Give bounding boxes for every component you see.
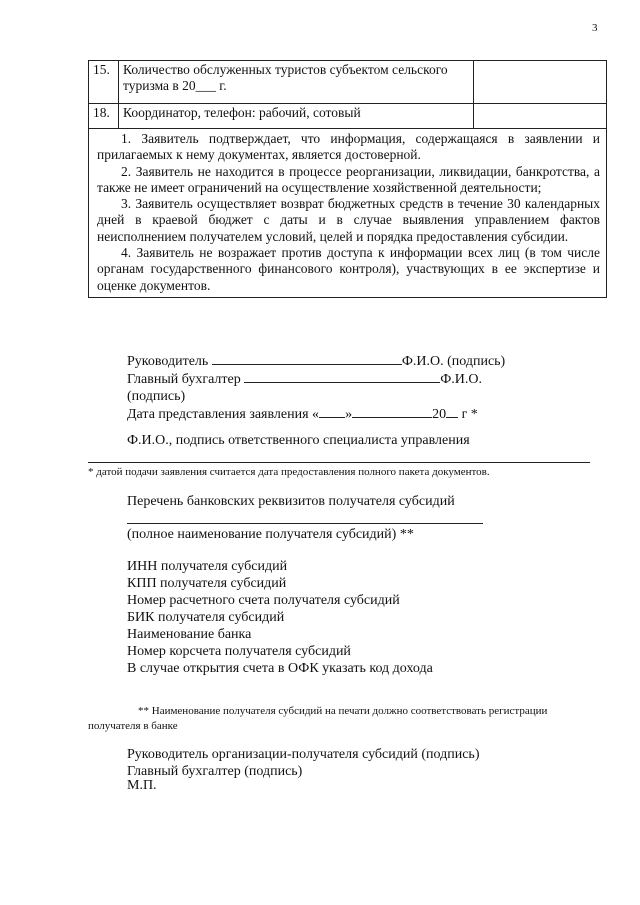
final-head-signature: Руководитель организации-получателя субсидий (подпись) (127, 747, 480, 762)
list-item: БИК получателя субсидий (127, 610, 285, 625)
head-label: Руководитель (127, 354, 209, 369)
date-month-blank[interactable] (352, 405, 432, 418)
declarations-cell (89, 129, 607, 298)
declaration-4: 4. Заявитель не возражает против доступа к информации всех лиц (в том числе органам государственного финансового контроля), участвующих в ее экспертизе и оценке документов. (97, 245, 600, 293)
accountant-suffix: Ф.И.О. (440, 372, 483, 387)
list-item: В случае открытия счета в ОФК указать код дохода (127, 661, 433, 676)
declarations-row (89, 129, 607, 298)
date-suffix: г * (458, 407, 478, 422)
row-label: Количество обслуженных туристов субъектом сельского туризма в 20___ г. (119, 61, 474, 104)
date-mid: » (345, 407, 353, 422)
final-accountant-signature: Главный бухгалтер (подпись) (127, 764, 303, 779)
list-item: ИНН получателя субсидий (127, 559, 288, 574)
list-item: Наименование банка (127, 627, 252, 642)
submission-date-line (127, 405, 505, 423)
declaration-2: 2. Заявитель не находится в процессе реорганизации, ликвидации, банкротства, а также не имеет ограничений на осуществление хозяйственной деятельности; (97, 163, 600, 195)
head-blank[interactable] (212, 352, 402, 365)
specialist-signature: Ф.И.О., подпись ответственного специалиста управления (127, 433, 470, 448)
footnote-stamp: ** Наименование получателя субсидий на печати должно соответствовать регистрации получателя в банке (88, 705, 548, 732)
stamp-place-label: М.П. (127, 778, 157, 793)
row-number: 18. (89, 104, 119, 129)
table-row (89, 104, 607, 129)
recipient-name-blank[interactable] (127, 523, 483, 524)
footnote-divider (88, 462, 590, 463)
row-label: Координатор, телефон: рабочий, сотовый (119, 104, 474, 129)
page-number: 3 (592, 22, 598, 34)
date-year: 20 (432, 407, 447, 422)
application-table (88, 60, 607, 298)
final-signature-block (127, 746, 479, 780)
bank-details-title: Перечень банковских реквизитов получателя субсидий (127, 494, 455, 509)
head-signature-line (127, 352, 505, 370)
date-year-blank[interactable] (446, 405, 458, 418)
list-item: Номер корсчета получателя субсидий (127, 644, 351, 659)
recipient-name-hint: (полное наименование получателя субсидий) ** (127, 527, 414, 542)
declaration-3: 3. Заявитель осуществляет возврат бюджетных средств в течение 30 календарных дней в краевой бюджет с даты и в случае выявления управлением фактов неисполнением получателем условий, целей и порядка предоставления субсидии. (97, 196, 600, 244)
accountant-sign-label: (подпись) (127, 389, 186, 404)
list-item: Номер расчетного счета получателя субсидий (127, 593, 400, 608)
row-value-cell[interactable] (474, 61, 607, 104)
accountant-blank[interactable] (244, 370, 440, 383)
accountant-signature-line (127, 370, 505, 388)
declaration-1: 1. Заявитель подтверждает, что информация, содержащаяся в заявлении и прилагаемых к нему документах, является достоверной. (97, 131, 600, 163)
head-suffix: Ф.И.О. (подпись) (401, 354, 506, 369)
row-value-cell[interactable] (474, 104, 607, 129)
signature-block (127, 352, 505, 423)
accountant-label: Главный бухгалтер (127, 372, 241, 387)
row-number: 15. (89, 61, 119, 104)
date-day-blank[interactable] (319, 405, 345, 418)
footnote-date: * датой подачи заявления считается дата предоставления полного пакета документов. (88, 466, 490, 478)
bank-details-list (127, 558, 433, 677)
date-prefix: Дата представления заявления « (127, 407, 320, 422)
list-item: КПП получателя субсидий (127, 576, 287, 591)
table-row (89, 61, 607, 104)
